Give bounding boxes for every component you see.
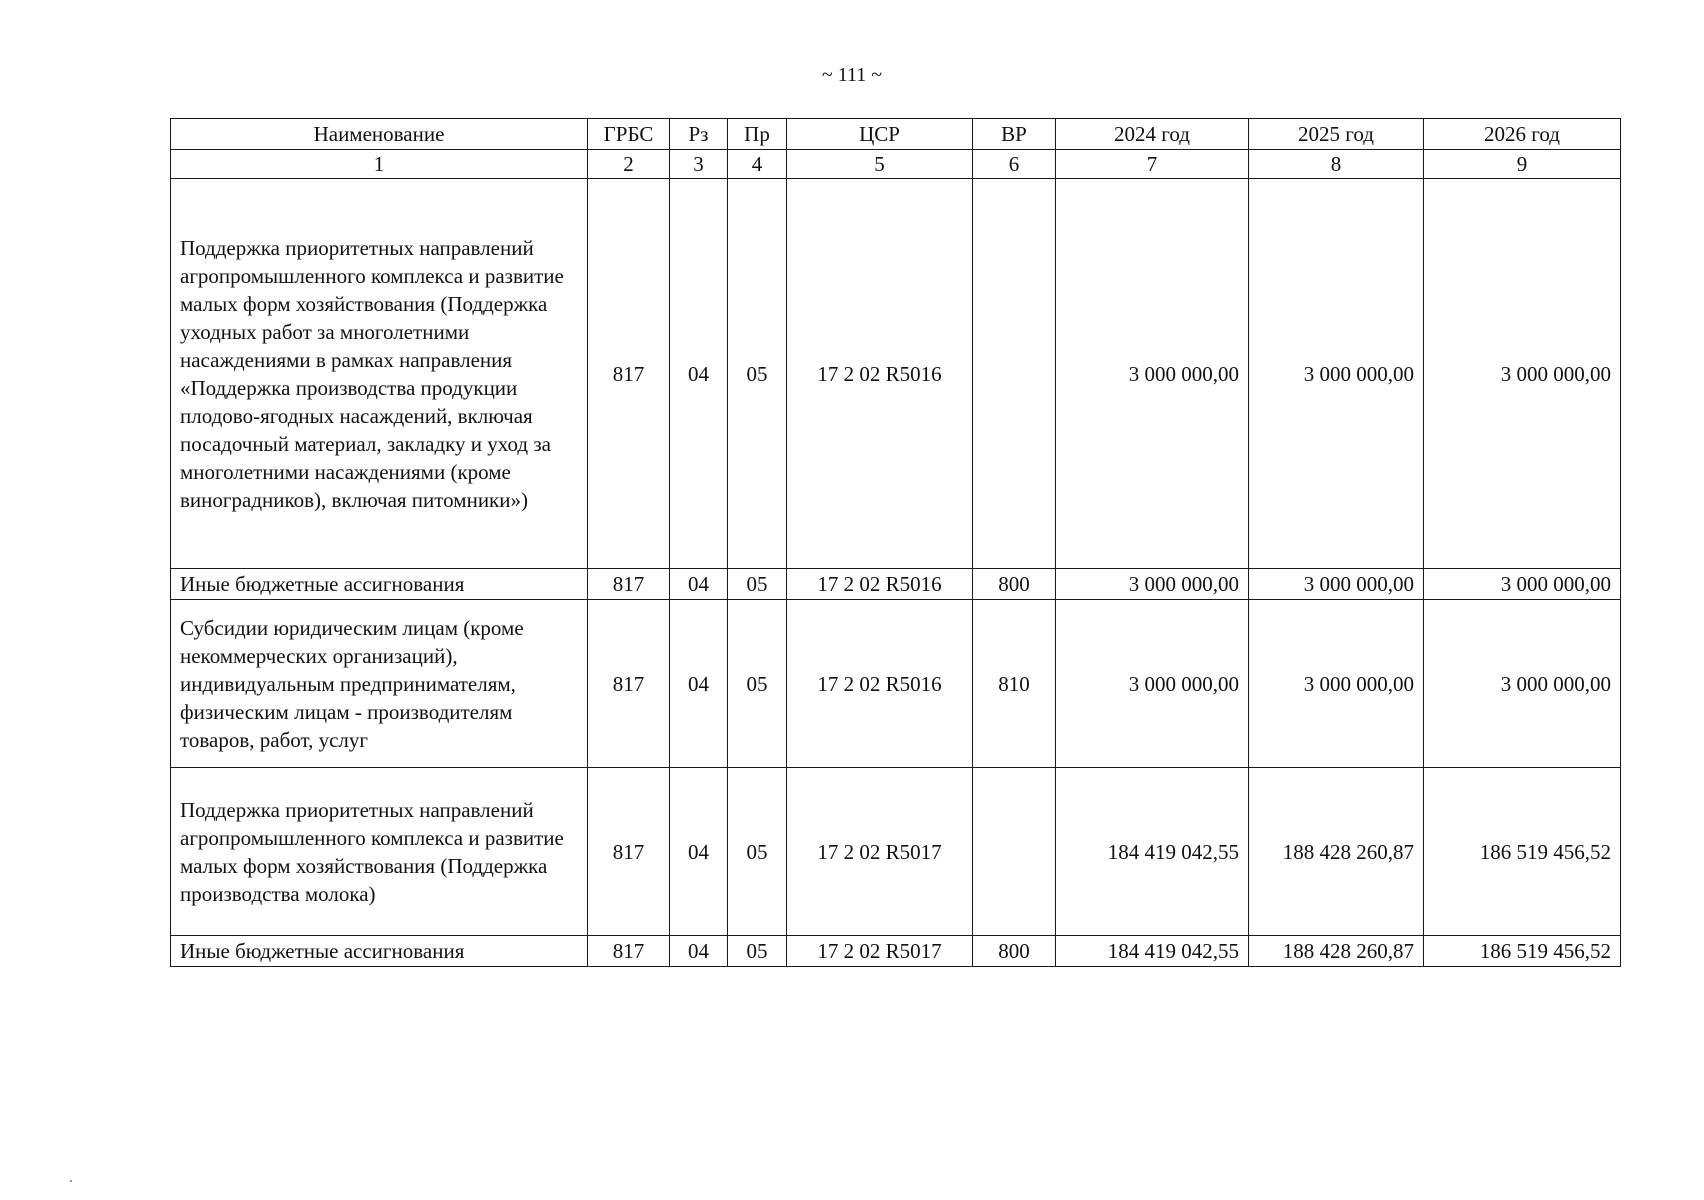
row-rz: 04 [670,179,728,569]
header-2026: 2026 год [1424,119,1621,150]
header-csr: ЦСР [787,119,973,150]
header-name: Наименование [171,119,588,150]
header-row [171,119,1621,150]
column-number: 3 [670,150,728,179]
header-2024: 2024 год [1056,119,1249,150]
row-amount-2024: 184 419 042,55 [1056,936,1249,967]
row-amount-2026: 3 000 000,00 [1424,569,1621,600]
row-rz: 04 [670,936,728,967]
column-number: 7 [1056,150,1249,179]
row-name: Поддержка приоритетных направлений агропромышленного комплекса и развитие малых форм хозяйствования (Поддержка производства молока) [171,768,588,936]
column-number: 9 [1424,150,1621,179]
row-pr: 05 [728,600,787,768]
row-csr: 17 2 02 R5017 [787,768,973,936]
row-csr: 17 2 02 R5016 [787,179,973,569]
row-rz: 04 [670,600,728,768]
row-amount-2026: 186 519 456,52 [1424,936,1621,967]
row-name: Субсидии юридическим лицам (кроме некоммерческих организаций), индивидуальным предпринимателям, физическим лицам - производителям товаров, работ, услуг [171,600,588,768]
row-rz: 04 [670,768,728,936]
row-amount-2024: 3 000 000,00 [1056,179,1249,569]
row-amount-2026: 3 000 000,00 [1424,600,1621,768]
row-pr: 05 [728,768,787,936]
row-amount-2024: 3 000 000,00 [1056,569,1249,600]
table-row [171,768,1621,936]
row-pr: 05 [728,179,787,569]
row-amount-2024: 184 419 042,55 [1056,768,1249,936]
column-number: 2 [588,150,670,179]
row-amount-2025: 3 000 000,00 [1249,569,1424,600]
row-amount-2026: 186 519 456,52 [1424,768,1621,936]
header-vr: ВР [973,119,1056,150]
header-grbs: ГРБС [588,119,670,150]
row-amount-2025: 188 428 260,87 [1249,936,1424,967]
row-pr: 05 [728,936,787,967]
column-number: 6 [973,150,1056,179]
row-amount-2025: 3 000 000,00 [1249,179,1424,569]
row-vr: 800 [973,569,1056,600]
budget-table [170,118,1621,967]
row-amount-2024: 3 000 000,00 [1056,600,1249,768]
row-csr: 17 2 02 R5016 [787,569,973,600]
row-pr: 05 [728,569,787,600]
row-vr: 800 [973,936,1056,967]
column-number: 5 [787,150,973,179]
row-amount-2025: 3 000 000,00 [1249,600,1424,768]
row-grbs: 817 [588,569,670,600]
row-vr: 810 [973,600,1056,768]
row-grbs: 817 [588,600,670,768]
row-amount-2026: 3 000 000,00 [1424,179,1621,569]
header-pr: Пр [728,119,787,150]
column-number: 4 [728,150,787,179]
scan-speck [70,1180,72,1182]
row-vr [973,179,1056,569]
row-rz: 04 [670,569,728,600]
page-number: ~ 111 ~ [821,64,883,86]
column-number: 8 [1249,150,1424,179]
column-number: 1 [171,150,588,179]
table-row [171,600,1621,768]
table-row [171,569,1621,600]
row-csr: 17 2 02 R5016 [787,600,973,768]
row-grbs: 817 [588,936,670,967]
row-name: Иные бюджетные ассигнования [171,936,588,967]
row-name: Иные бюджетные ассигнования [171,569,588,600]
row-csr: 17 2 02 R5017 [787,936,973,967]
row-grbs: 817 [588,179,670,569]
table-row [171,936,1621,967]
column-number-row [171,150,1621,179]
header-2025: 2025 год [1249,119,1424,150]
header-rz: Рз [670,119,728,150]
row-amount-2025: 188 428 260,87 [1249,768,1424,936]
row-vr [973,768,1056,936]
table-row [171,179,1621,569]
row-name: Поддержка приоритетных направлений агропромышленного комплекса и развитие малых форм хозяйствования (Поддержка уходных работ за многолетними насаждениями в рамках направления «Поддержка производства продукции плодово-ягодных насаждений, включая посадочный материал, закладку и уход за многолетними насаждениями (кроме виноградников), включая питомники») [171,179,588,569]
row-grbs: 817 [588,768,670,936]
